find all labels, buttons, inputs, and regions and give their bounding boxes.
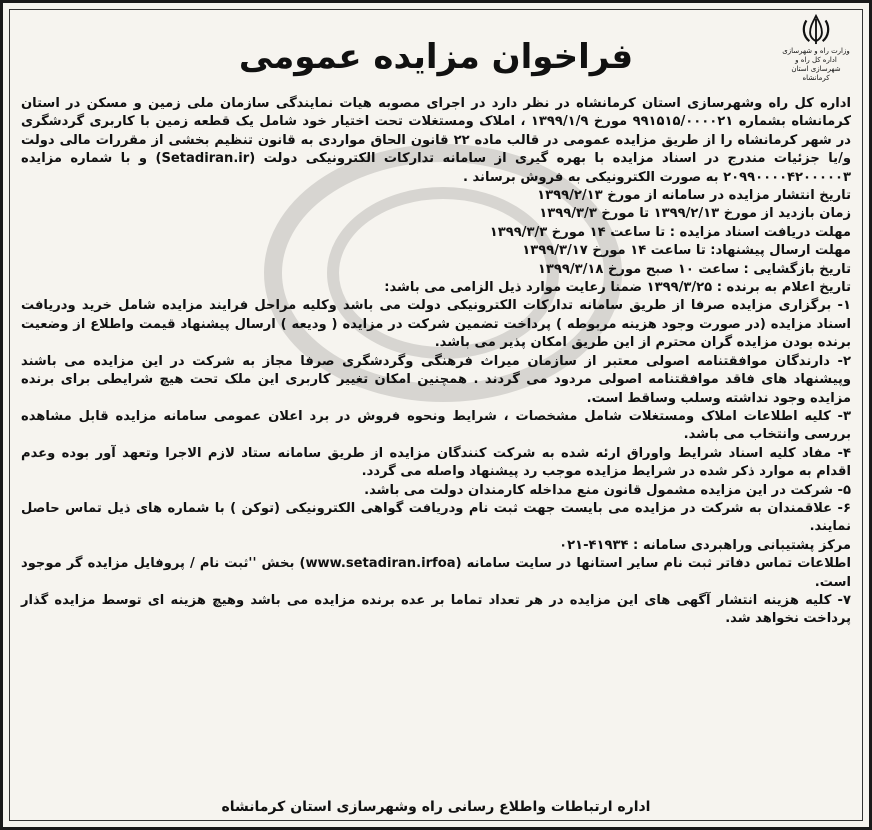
announcement-title: فراخوان مزایده عمومی bbox=[238, 37, 634, 77]
condition-7: ۷- کلیه هزینه انتشار آگهی های این مزایده در هر تعداد تماما بر عده برنده مزایده می باشد وهیچ هزینه ای توسط مزایده گذار پرداخت نخواهد شد. bbox=[21, 592, 851, 627]
bid-deadline: مهلت ارسال پیشنهاد: تا ساعت ۱۴ مورخ ۱۳۹۹/۳/۱۷ bbox=[522, 243, 851, 259]
publish-date: تاریخ انتشار مزایده در سامانه از مورخ ۱۳۹۹/۲/۱۳ bbox=[537, 188, 851, 204]
condition-3: ۳- کلیه اطلاعات املاک ومستغلات شامل مشخصات ، شرایط ونحوه فروش در برد اعلان عمومی سامانه مزایده قابل مشاهده بررسی وانتخاب می باشد. bbox=[21, 408, 851, 443]
visit-period: زمان بازدید از مورخ ۱۳۹۹/۲/۱۳ تا مورخ ۱۳۹۹/۳/۳ bbox=[539, 206, 851, 222]
registration-info: اطلاعات تماس دفاتر ثبت نام سایر استانها در سایت سامانه (www.setadiran.irfoa) بخش ''ثبت نام / پروفایل مزایده گر موجود است. bbox=[21, 556, 851, 590]
opening-date: تاریخ بازگشایی : ساعت ۱۰ صبح مورخ ۱۳۹۹/۳/۱۸ bbox=[537, 261, 851, 277]
intro-paragraph: اداره کل راه وشهرسازی استان کرمانشاه در نظر دارد در اجرای مصوبه هیات نمایندگی سازمان ملی زمین و مسکن در استان کرمانشاه بشماره ۹۹۱۵۱۵/۰۰۰۰۲۱ مورخ ۱۳۹۹/۱/۹ ، املاک ومستغلات تحت اختیار خود شامل یک قطعه زمین با کاربری گردشگری در شهر کرمانشاه را از طریق مزایده عمومی در قالب ماده ۲۲ قانون الحاق مواردی به قانون تنظیم بخشی از مقررات مالی دولت و/یا جزئیات مندرج در اسناد مزایده با بهره گیری از سامانه تدارکات الکترونیکی دولت (Setadiran.ir) و با شماره مزایده ۲۰۹۹۰۰۰۰۴۲۰۰۰۰۰۳ به صورت الکترونیکی به فروش برساند . bbox=[21, 96, 851, 185]
support-center: مرکز پشتیبانی وراهبردی سامانه : ۴۱۹۳۴-۰۲۱ bbox=[559, 537, 851, 553]
condition-4: ۴- مفاد کلیه اسناد شرایط واوراق ارئه شده به شرکت کنندگان مزایده از طریق سامانه ستاد لازم الاجرا وتعهد آور بوده وعدم اقدام به موارد ذکر شده در شرایط مزایده موجب رد پیشنهاد واصله می گردد. bbox=[21, 445, 851, 480]
ministry-name: وزارت راه و شهرسازی bbox=[782, 47, 850, 55]
condition-6: ۶- علاقمندان به شرکت در مزایده می بایست جهت ثبت نام ودریافت گواهی الکترونیکی (توکن ) با شماره های ذیل تماس حاصل نمایند. bbox=[21, 500, 851, 535]
announcement-body bbox=[21, 95, 851, 629]
condition-5: ۵- شرکت در این مزایده مشمول قانون منع مداخله کارمندان دولت می باشد. bbox=[364, 482, 851, 498]
winner-date: تاریخ اعلام به برنده : ۱۳۹۹/۳/۲۵ ضمنا رعایت موارد ذیل الزامی می باشد: bbox=[384, 280, 851, 296]
department-name: اداره کل راه و شهرسازی استان کرمانشاه bbox=[791, 56, 841, 82]
condition-2: ۲- دارندگان موافقتنامه اصولی معتبر از سازمان میراث فرهنگی وگردشگری صرفا مجاز به شرکت در این مزایده می باشند وپیشنهاد های فاقد موافقتنامه اصولی مردود می گردند . همچنین امکان تغییر کاربری این ملک تحت هیچ شرایطی برای برنده مزایده وجود نداشته وسلب وساقط است. bbox=[21, 353, 851, 406]
condition-1: ۱- برگزاری مزایده صرفا از طریق سامانه تدارکات الکترونیکی دولت می باشد وکلیه مراحل فرایند مزایده شامل خرید ودریافت اسناد مزایده (در صورت وجود هزینه مربوطه ) پرداخت تضمین شرکت در مزایده ( ودیعه ) ارسال پیشنهاد قیمت واطلاع از وضعیت برنده بودن مزایده گران محترم از این طریق امکان پذیر می باشد. bbox=[21, 298, 851, 351]
document-deadline: مهلت دریافت اسناد مزایده : تا ساعت ۱۴ مورخ ۱۳۹۹/۳/۳ bbox=[489, 224, 851, 240]
footer-signature: اداره ارتباطات واطلاع رسانی راه وشهرسازی استان کرمانشاه bbox=[221, 799, 651, 815]
